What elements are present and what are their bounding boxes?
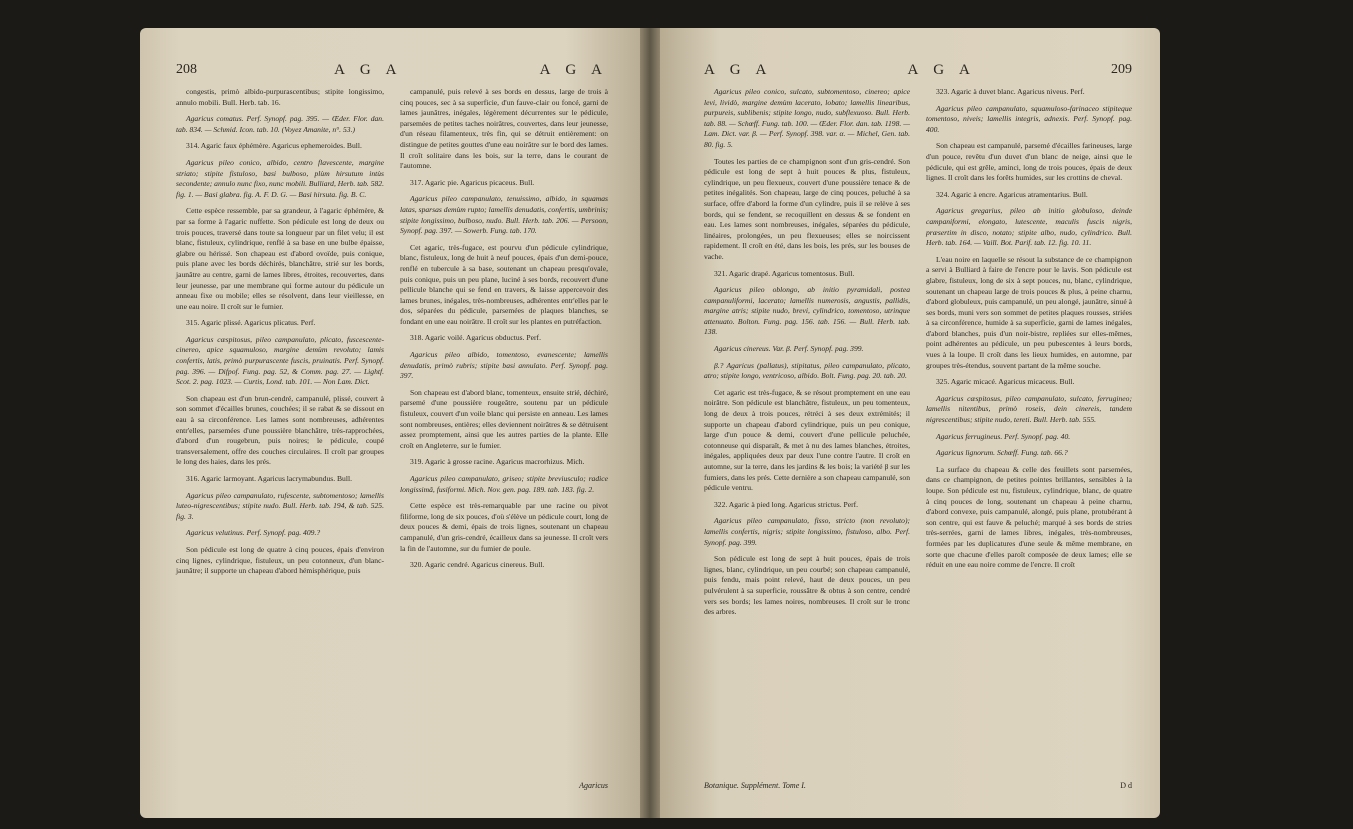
paragraph: Agaricus pileo albido, tomentoso, evanescente; lamellis denudatis, primò rubris; stipite basi annulato. Perf. Synopf. pag. 397. (400, 350, 608, 381)
paragraph: Agaricus pileo campanulato, tenuissimo, albido, in squamas latas, sparsas demùm rupto; lamellis denudatis, confertis, umbrinis; stipite longissimo, bulboso, nudo. Bull. Herb. tab. 206. — Persoon, Synopf. pag. 397. — Sowerb. Fung. tab. 170. (400, 194, 608, 236)
signature-mark: D d (1120, 781, 1132, 790)
paragraph: Agaricus pileo campanulato, rufescente, subtomentoso; lamellis luteo-nigrescentibus; stipite nudo. Bull. Herb. tab. 194, & tab. 525. fig. 3. (176, 490, 384, 521)
paragraph: Agaricus pileo campanulato, fisso, stricto (non revoluto); lamellis confertis, nigris; stipite longissimo, fistuloso, albo. Perf. Synopf. pag. 399. (704, 516, 910, 547)
paragraph: Cette espèce est très-remarquable par une racine ou pivot filiforme, long de six pouces, d'où s'élève un pédicule court, long de deux pouces & demi, épais de trois lignes, soutenant un chapeau campanulé, d'un gris-cendré, écailleux dans sa jeunesse. Il croît vers la fin de l'automne, sur du fumier de poule. (400, 501, 608, 553)
running-head-right-1: A G A (704, 62, 773, 78)
paragraph: 324. Agaric à encre. Agaricus atramentarius. Bull. (936, 189, 1088, 199)
paragraph: Son pédicule est long de sept à huit pouces, épais de trois lignes, blanc, cylindrique, un peu courbé; son chapeau campanulé, puis fendu, mais point relevé, haut de deux pouces, un peu pulvérulent à sa superficie, roussâtre & obtus à son centre, cendré vers ses bords; les lames noires, nombreuses. Il croît sur le tronc des arbres. (704, 554, 910, 617)
paragraph: Agaricus pileo conico, sulcato, subtomentoso, cinereo; apice levi, lividò, margine demùm lacerato, lobato; lamellis linearibus, purpureis, sublibenis; stipite longo, nudo, subflexuoso. Bull. Herb. tab. 88. — Schœff. Fung. tab. 100. — Œder. Flor. dan. tab. 1198. — Lam. Dict. var. β. — Perf. Synopf. 398. var. α. — Michel, Gen. tab. 80. fig. 5. (704, 87, 910, 149)
right-footer (704, 781, 1132, 790)
paragraph: Cette espèce ressemble, par sa grandeur, à l'agaric éphémère, & par sa forme à l'agaric nuffette. Son pédicule est long de deux ou trois pouces, traversé dans toute sa longueur par un filet velu; il est blanc, fistuleux, cylindrique, renflé à sa base en une bulbe épaisse, glabre ou hérissé. Son chapeau est d'abord ovoïde, puis conique, puis plane avec les bords déchirés, blanchâtre, strié sur les bords, jaunâtre au centre, garni de lames libres, étroites, recouvertes, dans leur jeunesse, par une membrane qui forme autour du pédicule un anneau fixe ou mobile; elles se résolvent, dans leur vieillesse, en une eau noire. Il croît sur le fumier. (176, 206, 384, 311)
paragraph: Agaricus lignorum. Schœff. Fung. tab. 66.? (936, 448, 1068, 458)
paragraph: L'eau noire en laquelle se résout la substance de ce champignon a servi à Bulliard à faire de l'encre pour le lavis. Son pédicule est glabre, fistuleux, long de six à sept pouces, nu, blanc, cylindrique, soutenant un chapeau large de trois pouces & plus, à peine charnu, d'abord globuleux, puis campanulé, un peu alongé, jaunâtre, sinué à ses bords, muni vers son sommet de petites plaques rousses, striées à sa circonférence, humide à sa superficie, garni de lames inégales, d'abord blanches, puis d'un noir-bistre, repliées sur elles-mêmes, point adhérentes au pédicule, un peu pubescentes à leurs bords, vues à la loupe. Il croît dans les lieux humides, en automne, par groupes très-étendus, souvent partant de la même souche. (926, 254, 1132, 370)
left-footer (176, 781, 608, 790)
paragraph: 318. Agaric voilé. Agaricus obductus. Perf. (410, 333, 541, 343)
paragraph: Agaricus pileo conico, albido, centro flavescente, margine striato; stipite fistuloso, basi bulboso, plùm hirsutum intùs secondente; annulo nunc fixo, nunc mobili. Bulliard, Herb. tab. 582. fig. 1. — Basi glabra. fig. A. F. D. G. — Basi hirsuta. fig. B. C. (176, 157, 384, 199)
page-number-left: 208 (176, 62, 197, 77)
paragraph: 322. Agaric à pied long. Agaricus strictus. Perf. (714, 499, 859, 509)
paragraph: Son chapeau est d'un brun-cendré, campanulé, plissé, couvert à son sommet d'écailles brunes, couchées; il se rabat & se dissout en eau à sa circonférence. Les lames sont nombreuses, adhérentes entr'elles, parsemées d'une poussière blanchâtre, très-rapprochées, d'abord d'un rougebrun, puis noires; le pédicule, coupé transversalement, offre des couches circulaires. Il croît par groupes le long des haies, dans les prés. (176, 393, 384, 467)
left-page (140, 28, 640, 818)
paragraph: β.? Agaricus (pallatus), stipitatus, pileo campanulato, plicato, atro; stipite longo, ventricoso, albido. Bolt. Fung. pag. 20. tab. 20. (704, 360, 910, 381)
paragraph: 321. Agaric drapé. Agaricus tomentosus. Bull. (714, 268, 855, 278)
right-column-2 (926, 87, 1132, 624)
paragraph: La surface du chapeau & celle des feuillets sont parsemées, dans ce champignon, de petites pointes brillantes, sensibles à la loupe. Son pédicule est nu, fistuleux, cylindrique, blanc, de quatre à cinq pouces de long, soutenant un chapeau à peine charnu, d'abord convexe, puis campanulé, alongé, puis plane, protubérant à son centre, qui est fauve & peluché; marqué à ses bords de stries très-serrées, garni de lames libres, inégales, très-nombreuses, formées par les duplicatures d'une seule & même membrane, en sorte que chacune d'elles paroît composée de deux lames; elle se réduit en une eau noire comme de l'encre. Il croît (926, 464, 1132, 570)
paragraph: Agaricus cæspitosus, pileo campanulato, sulcato, ferrugineo; lamellis nitentibus, primò roseis, dein cinereis, tandem nigrescentibus; stipite nudo, tereti. Bull. Herb. tab. 555. (926, 393, 1132, 425)
paragraph: Son chapeau est d'abord blanc, tomenteux, ensuite strié, déchiré, parsemé d'une poussière rougeâtre, soutenu par un pédicule fistuleux, couvert d'un voile blanc qui persiste en anneau. Les lames sont nombreuses, entières; elles deviennent noirâtres & se détruisent assez promptement, ainsi que les autres parties de la plante. Elle croît en Angleterre, sur le fumier. (400, 387, 608, 450)
paragraph: 325. Agaric micacé. Agaricus micaceus. Bull. (936, 377, 1075, 387)
paragraph: 323. Agaric à duvet blanc. Agaricus niveus. Perf. (936, 87, 1085, 96)
paragraph: 316. Agaric larmoyant. Agaricus lacrymabundus. Bull. (186, 474, 352, 483)
paragraph: 314. Agaric faux éphémère. Agaricus ephemeroides. Bull. (186, 141, 362, 151)
left-header (176, 62, 608, 79)
catchword: Agaricus (579, 781, 608, 790)
paragraph: Agaricus pileo campanulato, squamuloso-farinaceo stipiteque tomentoso, niveis; lamellis integris, adnexis. Perf. Synopf. pag. 400. (926, 103, 1132, 134)
paragraph: Cet agaric est très-fugace, & se résout promptement en une eau noirâtre. Son pédicule est blanchâtre, fistuleux, un peu tomenteux, long de deux à trois pouces, rétréci à ses deux extrémités; il supporte un chapeau d'abord cylindrique, puis un peu conique, large d'un pouce & demi, couvert d'une pellicule peluchée, cotonneuse qui disparaît, & met à nu des lames blanches, étroites, inégales, appliquées deux par deux l'une contre l'autre. Il croît en automne, sur la terre, dans les jardins & les bois; la variété β sur les fumiers, dans les prés. Cette dernière a son chapeau campanulé, son pédicule ventru. (704, 387, 911, 493)
open-book (120, 10, 1270, 822)
paragraph: Agaricus pileo oblongo, ab initio pyramidali, postea campanuliformi, lacerato; lamellis numerosis, angustis, pallidis, margine atris; stipite nudo, brevi, cylindrico, tomentoso, utrinque attenuato. Bolton. Fung. pag. 156. tab. 156. — Bull. Herb. tab. 138. (704, 285, 910, 337)
paragraph: Son chapeau est campanulé, parsemé d'écailles farineuses, large d'un pouce, revêtu d'un duvet d'un blanc de neige, ainsi que le pédicule, qui est grêle, aminci, long de trois pouces, épais de deux lignes. Il croît dans les forêts humides, sur les crottins de cheval. (926, 141, 1132, 183)
running-head-right-2: A G A (907, 62, 976, 78)
paragraph: Agaricus pileo campanulato, griseo; stipite breviusculo; radice longissimâ, fusiformi. Mich. Nov. gen. pag. 189. tab. 183. fig. 2. (400, 474, 608, 494)
volume-footer: Botanique. Supplément. Tome I. (704, 781, 806, 790)
paragraph: 320. Agaric cendré. Agaricus cinereus. Bull. (410, 560, 545, 570)
paragraph: campanulé, puis relevé à ses bords en dessus, large de trois à cinq pouces, sec à sa superficie, d'un fauve-clair ou foncé, garni de lames jaunâtres, inégales, légèrement décurrentes sur le pédicule, parsemées de petites taches noirâtres, couvertes, dans leur jeunesse, d'un réseau filamenteux, très fin, qui se détruit entièrement: on distingue de petites gouttes d'une eau noirâtre sur le bord des lames. Il croît solitaire dans les bois, sur la terre, dans le courant de l'automne. (400, 87, 608, 171)
paragraph: Agaricus ferrugineus. Perf. Synopf. pag. 40. (936, 431, 1071, 441)
paragraph: Agaricus cæspitosus, pileo campanulato, plicato, fuscescente-cinereo, apice squamuloso, margine demùm revoluto; lamis confertis, latis, primò purpurascente fuscis, pruinatis. Perf. Synopf. pag. 396. — Difpof. Fung. pag. 52, & Comm. pag. 27. — Lightf. Scot. 2. pag. 1023. — Curtis, Lond. tab. 101. — Non Lam. Dict. (176, 334, 384, 387)
paragraph: Agaricus gregarius, pileo ab initio globuloso, deinde campaniformi, elongato, lutescente, maculis fuscis nigris, præsertim in disco, notato; stipite albo, nudo, cylindrico. Bull. Herb. tab. 164. — Vaill. Bot. Parif. tab. 12. fig. 10. 11. (926, 206, 1132, 248)
left-column-1 (176, 87, 384, 583)
paragraph: Agaricus velutinus. Perf. Synopf. pag. 409.? (186, 528, 321, 538)
left-column-2 (400, 87, 608, 583)
right-header (704, 62, 1132, 79)
paragraph: Cet agaric, très-fugace, est pourvu d'un pédicule cylindrique, blanc, fistuleux, long de huit à neuf pouces, épais d'un demi-pouce, renflé en tubercule à sa base, soutenant un chapeau presqu'ovale, puis conique, puis un peu plane, luciné à ses bords, recouvert d'une pellicule blanche qui se fend en travers, & laisse appercevoir des lames brunes, inégales, très-nombreuses, adhérentes entr'elles par le dos, séparées du pédicule, parsemées de plaques blanches, se fondant en une eau noirâtre. Il croît sur les plantes en putréfaction. (400, 242, 608, 326)
paragraph: 315. Agaric plissé. Agaricus plicatus. Perf. (186, 318, 316, 328)
paragraph: 317. Agaric pie. Agaricus picaceus. Bull. (410, 177, 535, 187)
running-head-left-2: A G A (539, 62, 608, 78)
paragraph: 319. Agaric à grosse racine. Agaricus macrorhizus. Mich. (410, 457, 585, 467)
paragraph: Son pédicule est long de quatre à cinq pouces, épais d'environ cinq lignes, cylindrique, fistuleux, un peu cotonneux, d'un blanc-jaunâtre; il supporte un chapeau d'abord hémisphérique, puis (176, 544, 384, 576)
running-head-left-1: A G A (334, 62, 403, 78)
right-column-1 (704, 87, 910, 624)
right-page (660, 28, 1160, 818)
paragraph: Agaricus cinereus. Var. β. Perf. Synopf. pag. 399. (714, 344, 864, 354)
page-number-right: 209 (1111, 62, 1132, 77)
paragraph: congestis, primò albido-purpurascentibus; stipite longissimo, annulo mobili. Bull. Herb. tab. 16. (176, 87, 384, 107)
book-gutter (640, 28, 660, 818)
paragraph: Agaricus comatus. Perf. Synopf. pag. 395. — Œder. Flor. dan. tab. 834. — Schmid. Icon. tab. 10. (Voyez Amanite, n°. 53.) (176, 114, 384, 134)
paragraph: Toutes les parties de ce champignon sont d'un gris-cendré. Son pédicule est long de sept à huit pouces & plus, fistuleux, cylindrique, un peu flexueux, couvert d'une poussière tenace & de petites inégalités. Son chapeau, large de cinq pouces, peluché à sa surface, offre d'abord la forme d'un cylindre, puis il se relève à ses bords, qui se fendent, se recoquillent en dessus & se fondent en eau. Les lames sont nombreuses, inégales, séparées du pédicule, linéaires, prolongées, un peu flexueuses; elles se noircissent rapidement. Il croît en été, dans les bois, les prés, sur les bouses de vache. (704, 156, 910, 261)
